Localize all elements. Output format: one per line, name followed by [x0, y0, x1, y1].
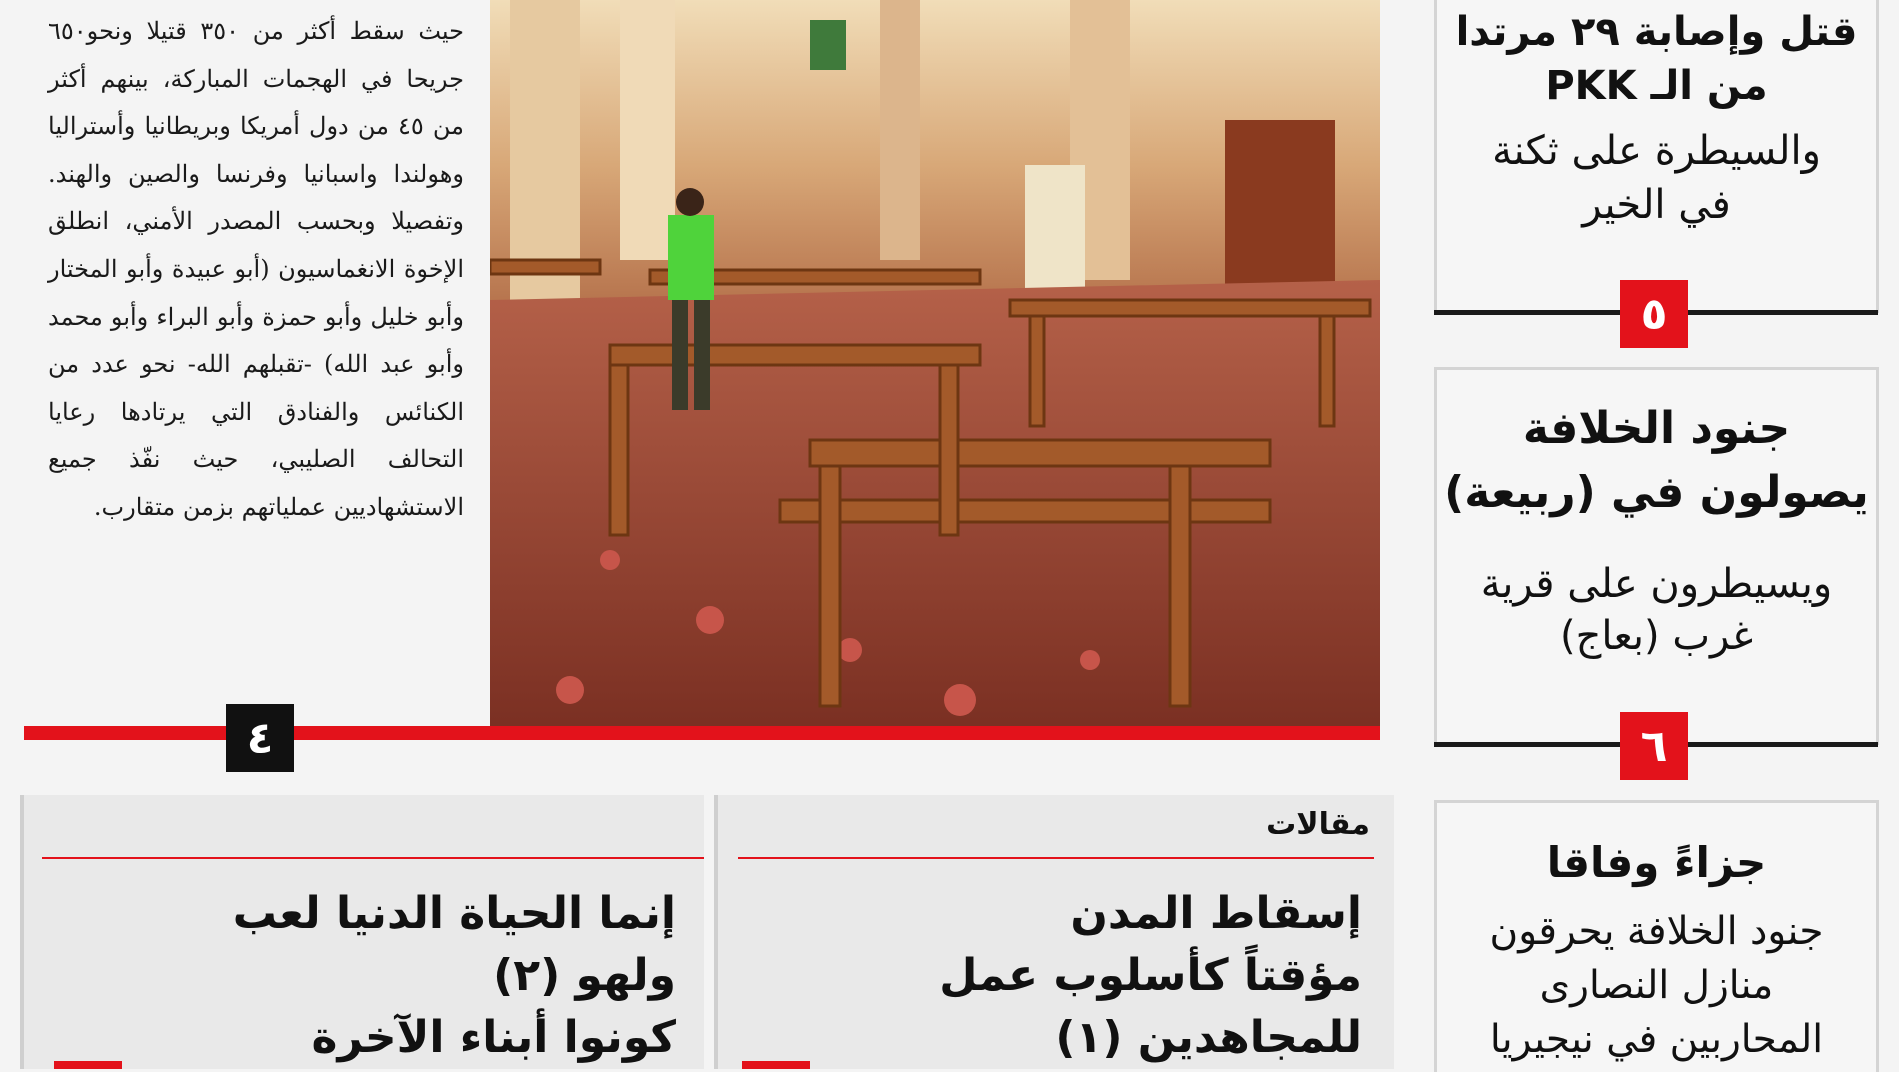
section-number-4: ٤ — [226, 704, 294, 772]
card5-headline-line2: من الـ PKK — [1545, 63, 1768, 109]
article-card-1-rule — [738, 857, 1374, 859]
church-photo — [490, 0, 1380, 733]
card6-headline-line1: جنود الخلافة — [1522, 403, 1791, 454]
article1-title-line1: إسقاط المدن — [1070, 888, 1362, 939]
card5-subheading-line1: والسيطرة على ثكنة — [1492, 128, 1821, 174]
article2-title-line1: إنما الحياة الدنيا لعب — [232, 888, 676, 939]
news-card-6[interactable] — [1434, 367, 1879, 745]
section-number-5: ٥ — [1620, 280, 1688, 348]
article2-title-line2: ولهو (٢) — [493, 950, 676, 1001]
card7-subheading-line3: المحاربين في نيجيريا — [1489, 1017, 1824, 1062]
news-card-5[interactable] — [1434, 0, 1879, 313]
card5-subheading-line2: في الخير — [1582, 182, 1731, 228]
news-card-7[interactable] — [1434, 800, 1879, 1072]
article-body: حيث سقط أكثر من ٣٥٠ قتيلا ونحو٦٥٠ جريحا في الهجمات المباركة، بينهم أكثر من ٤٥ من دول أمريكا وبريطانيا وأستراليا وهولندا واسبانيا وفرنسا والصين والهند. وتفصيلا وبحسب المصدر الأمني، انطلق الإخوة الانغماسيون (أبو عبيدة وأبو المختار وأبو خليل وأبو حمزة وأبو البراء وأبو محمد وأبو عبد الله) -تقبلهم الله- نحو عدد من الكنائس والفنادق التي يرتادها رعايا التحالف الصليبي، حيث نفّذ جميع الاستشهاديين عملياتهم بزمن متقارب. — [48, 17, 464, 521]
card5-headline-line1: قتل وإصابة ٢٩ مرتدا — [1455, 9, 1858, 55]
article-card-1-red-tab — [742, 1061, 810, 1069]
card7-headline: جزاءً وفاقا — [1546, 838, 1767, 887]
church-interior-image — [490, 0, 1380, 733]
article-card-1[interactable] — [718, 795, 1394, 1069]
card6-subheading-line1: ويسيطرون على قرية — [1480, 561, 1833, 607]
section-label-articles: مقالات — [1266, 807, 1370, 842]
article1-title-line3: للمجاهدين (١) — [1055, 1012, 1362, 1063]
card7-subheading-line2: منازل النصارى — [1539, 963, 1774, 1008]
article-card-2-rule — [42, 857, 704, 859]
section-number-6: ٦ — [1620, 712, 1688, 780]
card7-subheading-line1: جنود الخلافة يحرقون — [1489, 909, 1824, 954]
article-card-2-red-tab — [54, 1061, 122, 1069]
card6-subheading-line2: غرب (بعاج) — [1559, 613, 1753, 659]
article1-title-line2: مؤقتاً كأسلوب عمل — [939, 950, 1362, 1001]
card6-headline-line2: يصولون في (ربيعة) — [1444, 467, 1869, 518]
article2-title-line3: كونوا أبناء الآخرة — [311, 1012, 676, 1063]
article-card-2[interactable] — [24, 795, 704, 1069]
